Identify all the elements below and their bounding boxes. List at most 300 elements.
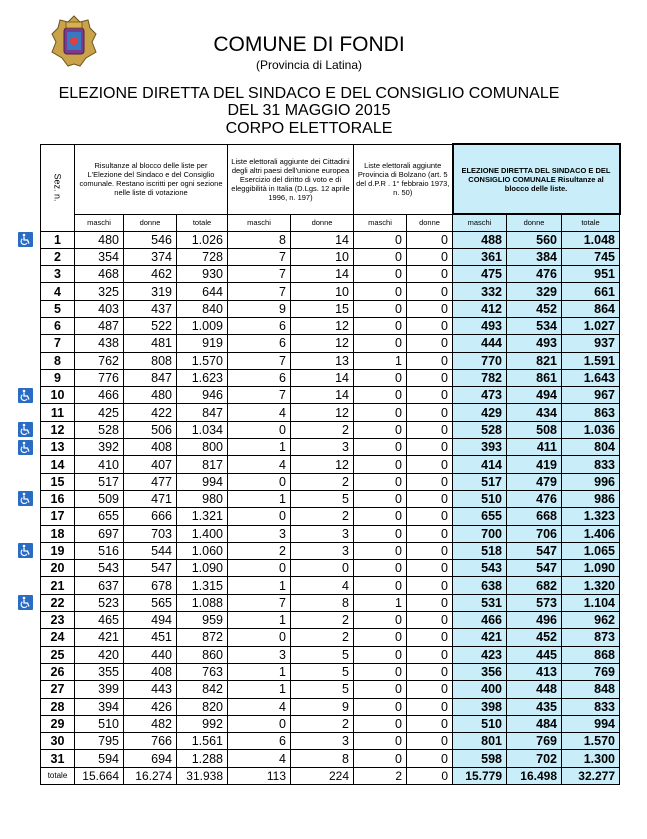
table-cell: 15.779 — [453, 767, 507, 784]
section-number: 22 — [41, 594, 75, 611]
table-cell: 0 — [354, 646, 407, 663]
table-row — [41, 404, 620, 421]
table-row — [41, 612, 620, 629]
table-cell: 3 — [228, 525, 291, 542]
table-cell: 4 — [291, 577, 354, 594]
table-cell: 1.320 — [562, 577, 620, 594]
table-cell: 728 — [177, 248, 228, 265]
table-cell: 0 — [228, 473, 291, 490]
table-cell: 860 — [177, 646, 228, 663]
table-row — [41, 456, 620, 473]
table-cell: 435 — [507, 698, 562, 715]
table-cell: 666 — [124, 508, 177, 525]
table-cell: 547 — [124, 560, 177, 577]
section-number: 3 — [41, 266, 75, 283]
table-cell: 510 — [453, 715, 507, 732]
table-cell: 0 — [407, 612, 453, 629]
table-cell: 0 — [407, 767, 453, 784]
table-cell: 487 — [75, 317, 124, 334]
table-cell: 1.321 — [177, 508, 228, 525]
table-cell: 0 — [407, 663, 453, 680]
table-cell: 0 — [407, 715, 453, 732]
section-number: 26 — [41, 663, 75, 680]
table-cell: 762 — [75, 352, 124, 369]
table-cell: 4 — [228, 698, 291, 715]
table-cell: 516 — [75, 542, 124, 559]
table-cell: 14 — [291, 387, 354, 404]
table-cell: 1.036 — [562, 421, 620, 438]
section-number: 25 — [41, 646, 75, 663]
table-cell: 479 — [507, 473, 562, 490]
table-cell: 471 — [124, 490, 177, 507]
table-cell: 419 — [507, 456, 562, 473]
totals-row — [41, 767, 620, 784]
table-cell: 9 — [291, 698, 354, 715]
table-cell: 531 — [453, 594, 507, 611]
table-cell: 7 — [228, 594, 291, 611]
table-cell: 594 — [75, 750, 124, 767]
table-cell: 399 — [75, 681, 124, 698]
section-number: 2 — [41, 248, 75, 265]
header-section-number: Sez. n. — [41, 144, 75, 231]
table-row — [41, 439, 620, 456]
table-row — [41, 266, 620, 283]
table-cell: 833 — [562, 698, 620, 715]
table-cell: 1.088 — [177, 594, 228, 611]
table-cell: 980 — [177, 490, 228, 507]
table-cell: 0 — [354, 560, 407, 577]
table-cell: 0 — [407, 629, 453, 646]
table-cell: 0 — [354, 266, 407, 283]
table-cell: 434 — [507, 404, 562, 421]
section-number: 17 — [41, 508, 75, 525]
table-cell: 0 — [407, 456, 453, 473]
table-cell: 706 — [507, 525, 562, 542]
table-cell: 392 — [75, 439, 124, 456]
table-cell: 12 — [291, 317, 354, 334]
table-cell: 847 — [124, 369, 177, 386]
table-cell: 445 — [507, 646, 562, 663]
table-cell: 0 — [354, 335, 407, 352]
table-cell: 782 — [453, 369, 507, 386]
table-cell: 4 — [228, 456, 291, 473]
table-row — [41, 300, 620, 317]
table-cell: 517 — [75, 473, 124, 490]
table-cell: 776 — [75, 369, 124, 386]
table-cell: 2 — [291, 421, 354, 438]
table-cell: 477 — [124, 473, 177, 490]
table-cell: 0 — [354, 248, 407, 265]
table-cell: 2 — [291, 473, 354, 490]
table-cell: 462 — [124, 266, 177, 283]
table-cell: 2 — [291, 629, 354, 646]
table-row — [41, 387, 620, 404]
section-number: 7 — [41, 335, 75, 352]
section-number: 18 — [41, 525, 75, 542]
table-cell: 0 — [354, 698, 407, 715]
table-cell: 0 — [228, 715, 291, 732]
table-row — [41, 248, 620, 265]
section-number: 13 — [41, 439, 75, 456]
table-cell: 702 — [507, 750, 562, 767]
table-cell: 769 — [507, 733, 562, 750]
table-cell: 547 — [507, 542, 562, 559]
table-cell: 703 — [124, 525, 177, 542]
table-cell: 842 — [177, 681, 228, 698]
table-cell: 0 — [407, 248, 453, 265]
table-row — [41, 421, 620, 438]
table-cell: 15.664 — [75, 767, 124, 784]
table-cell: 355 — [75, 663, 124, 680]
table-cell: 0 — [354, 663, 407, 680]
table-cell: 481 — [124, 335, 177, 352]
table-cell: 6 — [228, 369, 291, 386]
table-cell: 0 — [407, 283, 453, 300]
table-cell: 951 — [562, 266, 620, 283]
table-cell: 0 — [407, 577, 453, 594]
table-cell: 560 — [507, 231, 562, 248]
table-row — [41, 335, 620, 352]
table-cell: 448 — [507, 681, 562, 698]
table-cell: 861 — [507, 369, 562, 386]
table-cell: 546 — [124, 231, 177, 248]
table-cell: 0 — [354, 681, 407, 698]
table-cell: 543 — [75, 560, 124, 577]
table-row — [41, 577, 620, 594]
table-cell: 420 — [75, 646, 124, 663]
table-cell: 1.034 — [177, 421, 228, 438]
section-number: 1 — [41, 231, 75, 248]
table-cell: 1.591 — [562, 352, 620, 369]
table-cell: 1.048 — [562, 231, 620, 248]
table-cell: 873 — [562, 629, 620, 646]
table-cell: 661 — [562, 283, 620, 300]
subheader-row — [41, 214, 620, 231]
table-cell: 32.277 — [562, 767, 620, 784]
table-cell: 1.561 — [177, 733, 228, 750]
table-cell: 5 — [291, 490, 354, 507]
table-cell: 523 — [75, 594, 124, 611]
table-cell: 0 — [354, 300, 407, 317]
election-heading: ELEZIONE DIRETTA DEL SINDACO E DEL CONSIGLIO COMUNALE — [58, 85, 560, 102]
table-row — [41, 750, 620, 767]
table-cell: 414 — [453, 456, 507, 473]
table-cell: 1.026 — [177, 231, 228, 248]
table-cell: 7 — [228, 283, 291, 300]
table-cell: 766 — [124, 733, 177, 750]
table-cell: 3 — [291, 439, 354, 456]
wheelchair-icon — [18, 440, 33, 455]
table-cell: 0 — [354, 456, 407, 473]
table-cell: 847 — [177, 404, 228, 421]
table-cell: 0 — [407, 681, 453, 698]
section-number: 28 — [41, 698, 75, 715]
table-row — [41, 369, 620, 386]
table-cell: 0 — [407, 490, 453, 507]
table-cell: 0 — [407, 300, 453, 317]
table-cell: 440 — [124, 646, 177, 663]
table-cell: 517 — [453, 473, 507, 490]
wheelchair-icon — [18, 595, 33, 610]
table-cell: 7 — [228, 248, 291, 265]
table-cell: 1 — [354, 594, 407, 611]
table-cell: 655 — [75, 508, 124, 525]
table-cell: 1.288 — [177, 750, 228, 767]
table-cell: 443 — [124, 681, 177, 698]
table-cell: 2 — [291, 508, 354, 525]
election-date: DEL 31 MAGGIO 2015 — [227, 102, 391, 119]
table-cell: 1.323 — [562, 508, 620, 525]
section-number: 19 — [41, 542, 75, 559]
section-number: 15 — [41, 473, 75, 490]
table-cell: 682 — [507, 577, 562, 594]
table-cell: 425 — [75, 404, 124, 421]
table-cell: 745 — [562, 248, 620, 265]
table-cell: 410 — [75, 456, 124, 473]
table-cell: 0 — [354, 473, 407, 490]
table-cell: 0 — [407, 231, 453, 248]
table-row — [41, 698, 620, 715]
table-cell: 493 — [507, 335, 562, 352]
table-cell: 466 — [453, 612, 507, 629]
table-cell: 31.938 — [177, 767, 228, 784]
table-cell: 7 — [228, 387, 291, 404]
table-cell: 946 — [177, 387, 228, 404]
table-cell: 465 — [75, 612, 124, 629]
table-cell: 0 — [354, 231, 407, 248]
table-cell: 1 — [228, 439, 291, 456]
table-cell: 494 — [507, 387, 562, 404]
table-cell: 1.570 — [177, 352, 228, 369]
table-cell: 694 — [124, 750, 177, 767]
table-cell: 522 — [124, 317, 177, 334]
table-cell: 1.065 — [562, 542, 620, 559]
table-cell: 484 — [507, 715, 562, 732]
table-cell: 638 — [453, 577, 507, 594]
table-row — [41, 629, 620, 646]
table-cell: 0 — [291, 560, 354, 577]
table-cell: 452 — [507, 300, 562, 317]
table-cell: 437 — [124, 300, 177, 317]
subheader-totale: totale — [177, 214, 228, 231]
table-cell: 3 — [291, 542, 354, 559]
section-number: 9 — [41, 369, 75, 386]
section-number: 8 — [41, 352, 75, 369]
header-eu-citizens: Liste elettorali aggiunte dei Cittadini degli altri paesi dell'unione europea Esercizio del diritto di voto e di eleggibilità in Italia (D.Lgs. 12 aprile 1996, n. 197) — [228, 144, 354, 214]
section-number: 20 — [41, 560, 75, 577]
table-cell: 13 — [291, 352, 354, 369]
table-cell: 1.400 — [177, 525, 228, 542]
table-cell: 0 — [407, 542, 453, 559]
table-cell: 0 — [354, 525, 407, 542]
table-cell: 573 — [507, 594, 562, 611]
table-cell: 0 — [407, 439, 453, 456]
table-cell: 356 — [453, 663, 507, 680]
table-cell: 5 — [291, 646, 354, 663]
table-cell: 868 — [562, 646, 620, 663]
table-row — [41, 663, 620, 680]
table-cell: 0 — [228, 560, 291, 577]
table-cell: 0 — [407, 733, 453, 750]
table-row — [41, 542, 620, 559]
table-cell: 801 — [453, 733, 507, 750]
table-cell: 494 — [124, 612, 177, 629]
section-number: 11 — [41, 404, 75, 421]
table-cell: 6 — [228, 733, 291, 750]
table-cell: 325 — [75, 283, 124, 300]
table-cell: 547 — [507, 560, 562, 577]
table-cell: 422 — [124, 404, 177, 421]
table-cell: 0 — [354, 629, 407, 646]
table-row — [41, 352, 620, 369]
table-cell: 14 — [291, 266, 354, 283]
table-cell: 438 — [75, 335, 124, 352]
table-cell: 0 — [407, 369, 453, 386]
table-cell: 12 — [291, 404, 354, 421]
table-cell: 1 — [354, 352, 407, 369]
table-cell: 996 — [562, 473, 620, 490]
table-cell: 113 — [228, 767, 291, 784]
table-cell: 919 — [177, 335, 228, 352]
section-number: 6 — [41, 317, 75, 334]
table-cell: 0 — [228, 508, 291, 525]
electorate-table — [40, 143, 621, 785]
table-cell: 374 — [124, 248, 177, 265]
table-cell: 0 — [407, 698, 453, 715]
table-cell: 644 — [177, 283, 228, 300]
header-list-block: Risultanze al blocco delle liste per L'Elezione del Sindaco e del Consiglio comunale. Restano iscritti per ogni sezione nelle liste di votazione — [75, 144, 228, 214]
table-cell: 319 — [124, 283, 177, 300]
table-cell: 7 — [228, 266, 291, 283]
table-cell: 3 — [291, 525, 354, 542]
table-cell: 361 — [453, 248, 507, 265]
table-cell: 0 — [354, 317, 407, 334]
table-cell: 8 — [291, 594, 354, 611]
table-cell: 544 — [124, 542, 177, 559]
table-row — [41, 508, 620, 525]
table-cell: 480 — [75, 231, 124, 248]
table-cell: 6 — [228, 335, 291, 352]
table-cell: 393 — [453, 439, 507, 456]
table-cell: 0 — [354, 283, 407, 300]
table-cell: 510 — [75, 715, 124, 732]
table-cell: 476 — [507, 266, 562, 283]
table-cell: 678 — [124, 577, 177, 594]
table-cell: 0 — [354, 542, 407, 559]
table-cell: 452 — [507, 629, 562, 646]
table-cell: 476 — [507, 490, 562, 507]
table-cell: 637 — [75, 577, 124, 594]
table-cell: 1.009 — [177, 317, 228, 334]
table-cell: 384 — [507, 248, 562, 265]
table-cell: 1.027 — [562, 317, 620, 334]
section-heading: CORPO ELETTORALE — [225, 120, 393, 137]
wheelchair-icon — [18, 232, 33, 247]
table-cell: 992 — [177, 715, 228, 732]
table-cell: 0 — [407, 473, 453, 490]
table-cell: 510 — [453, 490, 507, 507]
table-cell: 14 — [291, 369, 354, 386]
table-cell: 0 — [407, 646, 453, 663]
table-cell: 407 — [124, 456, 177, 473]
table-cell: 994 — [562, 715, 620, 732]
table-row — [41, 594, 620, 611]
table-cell: 3 — [228, 646, 291, 663]
table-cell: 408 — [124, 663, 177, 680]
table-row — [41, 525, 620, 542]
section-number: 23 — [41, 612, 75, 629]
table-cell: 0 — [354, 439, 407, 456]
table-cell: 16.274 — [124, 767, 177, 784]
table-cell: 9 — [228, 300, 291, 317]
table-cell: 0 — [407, 560, 453, 577]
table-cell: 863 — [562, 404, 620, 421]
section-number: 4 — [41, 283, 75, 300]
table-cell: 0 — [407, 335, 453, 352]
subheader-donne: donne — [407, 214, 453, 231]
table-cell: 3 — [291, 733, 354, 750]
table-cell: 967 — [562, 387, 620, 404]
table-cell: 864 — [562, 300, 620, 317]
table-cell: 444 — [453, 335, 507, 352]
table-cell: 518 — [453, 542, 507, 559]
table-cell: 14 — [291, 231, 354, 248]
table-cell: 800 — [177, 439, 228, 456]
table-cell: 1.570 — [562, 733, 620, 750]
section-number: 27 — [41, 681, 75, 698]
table-cell: 394 — [75, 698, 124, 715]
table-row — [41, 317, 620, 334]
table-cell: 0 — [354, 387, 407, 404]
table-cell: 1.315 — [177, 577, 228, 594]
table-cell: 0 — [407, 594, 453, 611]
table-row — [41, 560, 620, 577]
subheader-donne: donne — [291, 214, 354, 231]
table-cell: 1.104 — [562, 594, 620, 611]
table-row — [41, 231, 620, 248]
table-cell: 0 — [354, 369, 407, 386]
table-cell: 0 — [228, 421, 291, 438]
table-cell: 543 — [453, 560, 507, 577]
subheader-donne: donne — [507, 214, 562, 231]
wheelchair-icon — [18, 491, 33, 506]
table-cell: 1 — [228, 663, 291, 680]
table-cell: 0 — [228, 629, 291, 646]
table-cell: 1.623 — [177, 369, 228, 386]
table-cell: 668 — [507, 508, 562, 525]
table-cell: 2 — [291, 612, 354, 629]
table-cell: 795 — [75, 733, 124, 750]
table-cell: 0 — [407, 266, 453, 283]
table-cell: 496 — [507, 612, 562, 629]
table-cell: 12 — [291, 335, 354, 352]
table-row — [41, 646, 620, 663]
table-cell: 224 — [291, 767, 354, 784]
table-cell: 403 — [75, 300, 124, 317]
table-row — [41, 283, 620, 300]
subheader-maschi: maschi — [453, 214, 507, 231]
table-cell: 1 — [228, 577, 291, 594]
table-cell: 1.090 — [562, 560, 620, 577]
section-number: 31 — [41, 750, 75, 767]
table-cell: 482 — [124, 715, 177, 732]
subheader-totale: totale — [562, 214, 620, 231]
section-number: 5 — [41, 300, 75, 317]
table-row — [41, 473, 620, 490]
table-cell: 411 — [507, 439, 562, 456]
table-cell: 2 — [291, 715, 354, 732]
table-cell: 4 — [228, 750, 291, 767]
